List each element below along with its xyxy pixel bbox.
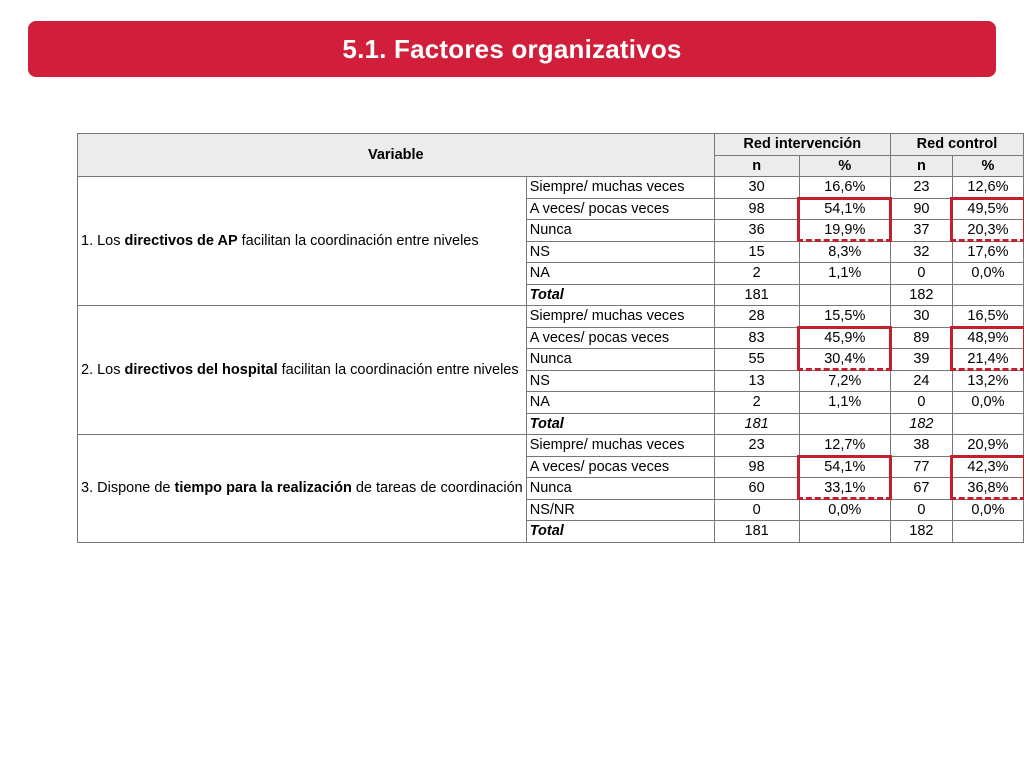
int-pct-cell bbox=[799, 521, 890, 543]
ctl-n-cell: 0 bbox=[890, 263, 952, 285]
ctl-pct-cell: 20,9% bbox=[952, 435, 1023, 457]
ctl-pct-cell: 17,6% bbox=[952, 241, 1023, 263]
variable-keyword: tiempo para la realización bbox=[174, 480, 352, 496]
header-ctl-pct: % bbox=[952, 155, 1023, 177]
int-pct-cell: 7,2% bbox=[799, 370, 890, 392]
int-pct-cell: 19,9% bbox=[799, 220, 890, 242]
ctl-n-cell: 24 bbox=[890, 370, 952, 392]
header-red-intervencion: Red intervención bbox=[714, 134, 890, 156]
ctl-n-cell: 77 bbox=[890, 456, 952, 478]
int-n-cell: 13 bbox=[714, 370, 799, 392]
header-int-pct: % bbox=[799, 155, 890, 177]
answer-cell: NS bbox=[526, 241, 714, 263]
answer-cell: NA bbox=[526, 263, 714, 285]
variable-text: facilitan la coordinación entre niveles bbox=[237, 232, 479, 249]
ctl-pct-cell: 0,0% bbox=[952, 263, 1023, 285]
int-n-cell: 83 bbox=[714, 327, 799, 349]
variable-keyword: directivos del hospital bbox=[124, 361, 278, 378]
ctl-pct-cell: 20,3% bbox=[952, 220, 1023, 242]
int-n-cell: 181 bbox=[714, 521, 799, 543]
variable-cell bbox=[78, 435, 527, 543]
int-n-cell: 2 bbox=[714, 392, 799, 414]
table-row bbox=[78, 306, 1024, 328]
variable-text: 3. Dispone de bbox=[81, 480, 175, 496]
int-pct-cell: 30,4% bbox=[799, 349, 890, 371]
variable-text: de tareas de coordinación bbox=[351, 480, 523, 496]
ctl-n-cell: 67 bbox=[890, 478, 952, 500]
int-n-cell: 181 bbox=[714, 284, 799, 306]
variable-cell bbox=[78, 306, 527, 435]
title-banner bbox=[28, 21, 996, 77]
ctl-n-cell: 182 bbox=[890, 521, 952, 543]
ctl-n-cell: 39 bbox=[890, 349, 952, 371]
ctl-pct-cell: 21,4% bbox=[952, 349, 1023, 371]
answer-cell: Siempre/ muchas veces bbox=[526, 306, 714, 328]
header-variable: Variable bbox=[78, 134, 715, 177]
int-n-cell: 30 bbox=[714, 177, 799, 199]
ctl-n-cell: 32 bbox=[890, 241, 952, 263]
answer-cell: Total bbox=[526, 284, 714, 306]
int-pct-cell: 45,9% bbox=[799, 327, 890, 349]
ctl-pct-cell bbox=[952, 284, 1023, 306]
ctl-pct-cell: 0,0% bbox=[952, 392, 1023, 414]
answer-cell: A veces/ pocas veces bbox=[526, 198, 714, 220]
page-title: 5.1. Factores organizativos bbox=[342, 33, 682, 64]
ctl-n-cell: 37 bbox=[890, 220, 952, 242]
ctl-pct-cell bbox=[952, 521, 1023, 543]
header-ctl-n: n bbox=[890, 155, 952, 177]
int-n-cell: 181 bbox=[714, 413, 799, 435]
ctl-n-cell: 30 bbox=[890, 306, 952, 328]
header-red-control: Red control bbox=[890, 134, 1023, 156]
answer-cell: Total bbox=[526, 413, 714, 435]
ctl-n-cell: 23 bbox=[890, 177, 952, 199]
int-pct-cell: 15,5% bbox=[799, 306, 890, 328]
table-body bbox=[78, 177, 1024, 543]
header-int-n: n bbox=[714, 155, 799, 177]
ctl-pct-cell: 16,5% bbox=[952, 306, 1023, 328]
answer-cell: Siempre/ muchas veces bbox=[526, 435, 714, 457]
int-pct-cell: 0,0% bbox=[799, 499, 890, 521]
answer-cell: A veces/ pocas veces bbox=[526, 327, 714, 349]
answer-cell: NS bbox=[526, 370, 714, 392]
int-n-cell: 60 bbox=[714, 478, 799, 500]
int-n-cell: 98 bbox=[714, 456, 799, 478]
int-n-cell: 23 bbox=[714, 435, 799, 457]
int-pct-cell: 1,1% bbox=[799, 392, 890, 414]
ctl-pct-cell: 42,3% bbox=[952, 456, 1023, 478]
int-n-cell: 98 bbox=[714, 198, 799, 220]
ctl-n-cell: 0 bbox=[890, 392, 952, 414]
answer-cell: NA bbox=[526, 392, 714, 414]
variable-text: 1. Los bbox=[81, 232, 125, 249]
answer-cell: Nunca bbox=[526, 349, 714, 371]
answer-cell: Total bbox=[526, 521, 714, 543]
answer-cell: Nunca bbox=[526, 220, 714, 242]
ctl-pct-cell: 48,9% bbox=[952, 327, 1023, 349]
int-pct-cell: 16,6% bbox=[799, 177, 890, 199]
ctl-pct-cell: 0,0% bbox=[952, 499, 1023, 521]
int-n-cell: 2 bbox=[714, 263, 799, 285]
int-pct-cell bbox=[799, 413, 890, 435]
ctl-pct-cell: 13,2% bbox=[952, 370, 1023, 392]
variable-text: 2. Los bbox=[81, 361, 125, 378]
answer-cell: Nunca bbox=[526, 478, 714, 500]
int-pct-cell: 33,1% bbox=[799, 478, 890, 500]
ctl-pct-cell: 49,5% bbox=[952, 198, 1023, 220]
int-pct-cell: 1,1% bbox=[799, 263, 890, 285]
ctl-n-cell: 0 bbox=[890, 499, 952, 521]
int-n-cell: 28 bbox=[714, 306, 799, 328]
int-n-cell: 0 bbox=[714, 499, 799, 521]
int-n-cell: 15 bbox=[714, 241, 799, 263]
answer-cell: A veces/ pocas veces bbox=[526, 456, 714, 478]
int-pct-cell: 54,1% bbox=[799, 456, 890, 478]
ctl-n-cell: 38 bbox=[890, 435, 952, 457]
answer-cell: Siempre/ muchas veces bbox=[526, 177, 714, 199]
table-row bbox=[78, 177, 1024, 199]
ctl-pct-cell: 12,6% bbox=[952, 177, 1023, 199]
results-table bbox=[77, 133, 1024, 543]
table-row bbox=[78, 435, 1024, 457]
answer-cell: NS/NR bbox=[526, 499, 714, 521]
ctl-n-cell: 89 bbox=[890, 327, 952, 349]
ctl-n-cell: 182 bbox=[890, 413, 952, 435]
ctl-pct-cell: 36,8% bbox=[952, 478, 1023, 500]
variable-keyword: directivos de AP bbox=[124, 232, 238, 249]
variable-cell bbox=[78, 177, 527, 306]
ctl-n-cell: 90 bbox=[890, 198, 952, 220]
int-pct-cell bbox=[799, 284, 890, 306]
variable-text: facilitan la coordinación entre niveles bbox=[277, 361, 519, 378]
int-n-cell: 55 bbox=[714, 349, 799, 371]
int-pct-cell: 54,1% bbox=[799, 198, 890, 220]
int-pct-cell: 12,7% bbox=[799, 435, 890, 457]
ctl-pct-cell bbox=[952, 413, 1023, 435]
int-n-cell: 36 bbox=[714, 220, 799, 242]
int-pct-cell: 8,3% bbox=[799, 241, 890, 263]
ctl-n-cell: 182 bbox=[890, 284, 952, 306]
